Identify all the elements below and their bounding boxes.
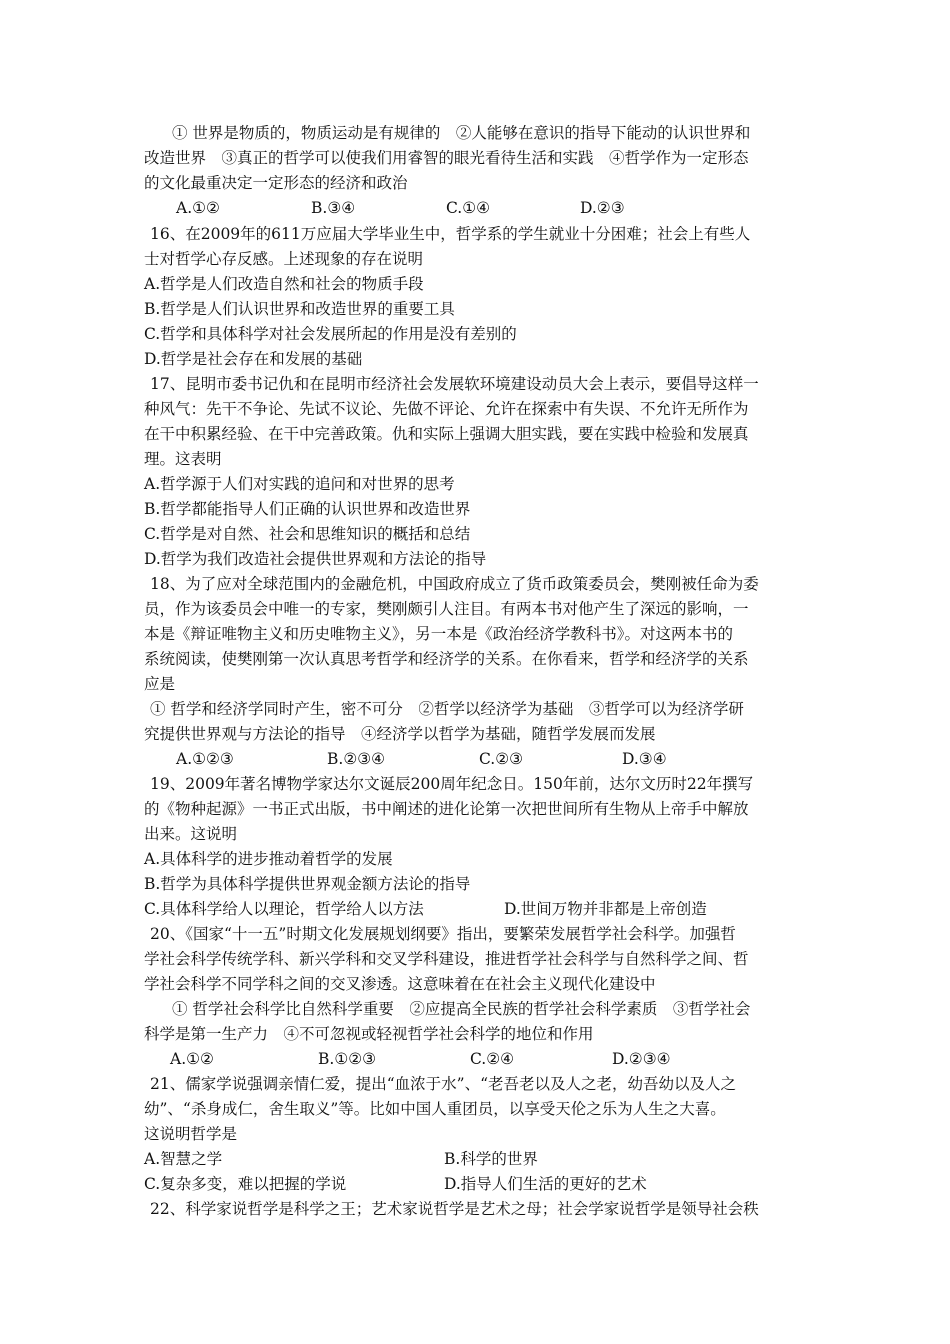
q15-option-c[interactable]: C.①④ — [446, 199, 491, 217]
q18-stem-line: 员，作为该委员会中唯一的专家，樊刚颇引人注目。有两本书对他产生了深远的影响，一 — [144, 600, 749, 618]
q20-option-b[interactable]: B.①②③ — [318, 1050, 377, 1068]
q19-option-a[interactable]: A.具体科学的进步推动着哲学的发展 — [144, 850, 393, 868]
q21-stem-line: 21、儒家学说强调亲情仁爱，提出“血浓于水”、“老吾老以及人之老，幼吾幼以及人之 — [150, 1075, 736, 1093]
q19-options-row — [0, 897, 950, 922]
q15-option-d[interactable]: D.②③ — [580, 199, 625, 217]
q15-option-a[interactable]: A.①② — [176, 199, 220, 217]
q20-statement-line: 科学是第一生产力 ④不可忽视或轻视哲学社会科学的地位和作用 — [144, 1025, 594, 1043]
q17-stem-line: 理。这表明 — [144, 450, 222, 468]
q16-stem-line: 士对哲学心存反感。上述现象的存在说明 — [144, 250, 424, 268]
q20-stem-line: 学社会科学传统学科、新兴学科和交叉学科建设，推进哲学社会科学与自然科学之间、哲 — [144, 950, 749, 968]
q21-options-row — [0, 1172, 950, 1197]
q21-option-c[interactable]: C.复杂多变，难以把握的学说 — [144, 1175, 347, 1193]
q20-stem-line: 20、《国家“十一五”时期文化发展规划纲要》指出，要繁荣发展哲学社会科学。加强哲 — [150, 925, 736, 943]
q19-stem-line: 的《物种起源》一书正式出版，书中阐述的进化论第一次把世间所有生物从上帝手中解放 — [144, 800, 749, 818]
q20-option-a[interactable]: A.①② — [170, 1050, 214, 1068]
q18-stem-line: 系统阅读，使樊刚第一次认真思考哲学和经济学的关系。在你看来，哲学和经济学的关系 — [144, 650, 749, 668]
q21-stem-line: 幼”、“杀身成仁，舍生取义”等。比如中国人重团员，以享受天伦之乐为人生之大喜。 — [144, 1100, 726, 1118]
q16-stem-line: 16、在2009年的611万应届大学毕业生中，哲学系的学生就业十分困难；社会上有些人 — [150, 225, 751, 243]
q17-stem-line: 在干中积累经验、在干中完善政策。仇和实际上强调大胆实践，要在实践中检验和发展真 — [144, 425, 749, 443]
q21-option-d[interactable]: D.指导人们生活的更好的艺术 — [444, 1175, 647, 1193]
q18-option-b[interactable]: B.②③④ — [327, 750, 386, 768]
q19-option-d[interactable]: D.世间万物并非都是上帝创造 — [504, 900, 707, 918]
q17-option-c[interactable]: C.哲学是对自然、社会和思维知识的概括和总结 — [144, 525, 471, 543]
q15-statement-line: 的文化最重决定一定形态的经济和政治 — [144, 174, 408, 192]
q20-option-c[interactable]: C.②④ — [470, 1050, 515, 1068]
q19-option-b[interactable]: B.哲学为具体科学提供世界观金额方法论的指导 — [144, 875, 471, 893]
q15-statement-line: 改造世界 ③真正的哲学可以使我们用睿智的眼光看待生活和实践 ④哲学作为一定形态 — [144, 149, 749, 167]
q17-stem-line: 种风气：先干不争论、先试不议论、先做不评论、允许在探索中有失误、不允许无所作为 — [144, 400, 749, 418]
q16-option-a[interactable]: A.哲学是人们改造自然和社会的物质手段 — [144, 275, 424, 293]
q22-stem-line: 22、科学家说哲学是科学之王；艺术家说哲学是艺术之母；社会学家说哲学是领导社会秩 — [150, 1200, 759, 1218]
q17-option-d[interactable]: D.哲学为我们改造社会提供世界观和方法论的指导 — [144, 550, 487, 568]
q18-option-c[interactable]: C.②③ — [479, 750, 524, 768]
q21-option-a[interactable]: A.智慧之学 — [144, 1150, 223, 1168]
q17-stem-line: 17、昆明市委书记仇和在昆明市经济社会发展软环境建设动员大会上表示，要倡导这样一 — [150, 375, 759, 393]
q18-option-d[interactable]: D.③④ — [622, 750, 667, 768]
q19-stem-line: 出来。这说明 — [144, 825, 238, 843]
q17-option-a[interactable]: A.哲学源于人们对实践的追问和对世界的思考 — [144, 475, 455, 493]
q21-options-row — [0, 1147, 950, 1172]
q18-option-a[interactable]: A.①②③ — [176, 750, 234, 768]
q15-options — [0, 196, 950, 221]
q18-stem-line: 应是 — [144, 675, 176, 693]
q21-stem-line: 这说明哲学是 — [144, 1125, 238, 1143]
q18-statement-line: ① 哲学和经济学同时产生，密不可分 ②哲学以经济学为基础 ③哲学可以为经济学研 — [150, 700, 744, 718]
q19-option-c[interactable]: C.具体科学给人以理论，哲学给人以方法 — [144, 900, 424, 918]
q16-option-c[interactable]: C.哲学和具体科学对社会发展所起的作用是没有差别的 — [144, 325, 517, 343]
q16-option-b[interactable]: B.哲学是人们认识世界和改造世界的重要工具 — [144, 300, 455, 318]
q20-statement-line: ① 哲学社会科学比自然科学重要 ②应提高全民族的哲学社会科学素质 ③哲学社会 — [172, 1000, 751, 1018]
q20-option-d[interactable]: D.②③④ — [612, 1050, 671, 1068]
q18-statement-line: 究提供世界观与方法论的指导 ④经济学以哲学为基础，随哲学发展而发展 — [144, 725, 656, 743]
q20-stem-line: 学社会科学不同学科之间的交叉渗透。这意味着在在社会主义现代化建设中 — [144, 975, 656, 993]
q16-option-d[interactable]: D.哲学是社会存在和发展的基础 — [144, 350, 363, 368]
q15-option-b[interactable]: B.③④ — [311, 199, 356, 217]
q20-options — [0, 1047, 950, 1072]
q21-option-b[interactable]: B.科学的世界 — [444, 1150, 538, 1168]
q18-stem-line: 18、为了应对全球范围内的金融危机，中国政府成立了货币政策委员会，樊刚被任命为委 — [150, 575, 759, 593]
q17-option-b[interactable]: B.哲学都能指导人们正确的认识世界和改造世界 — [144, 500, 471, 518]
q18-options — [0, 747, 950, 772]
q19-stem-line: 19、2009年著名博物学家达尔文诞辰200周年纪念日。150年前，达尔文历时22年撰写 — [150, 775, 754, 793]
q15-statement-line: ① 世界是物质的，物质运动是有规律的 ②人能够在意识的指导下能动的认识世界和 — [172, 124, 751, 142]
q18-stem-line: 本是《辩证唯物主义和历史唯物主义》，另一本是《政治经济学教科书》。对这两本书的 — [144, 625, 734, 643]
